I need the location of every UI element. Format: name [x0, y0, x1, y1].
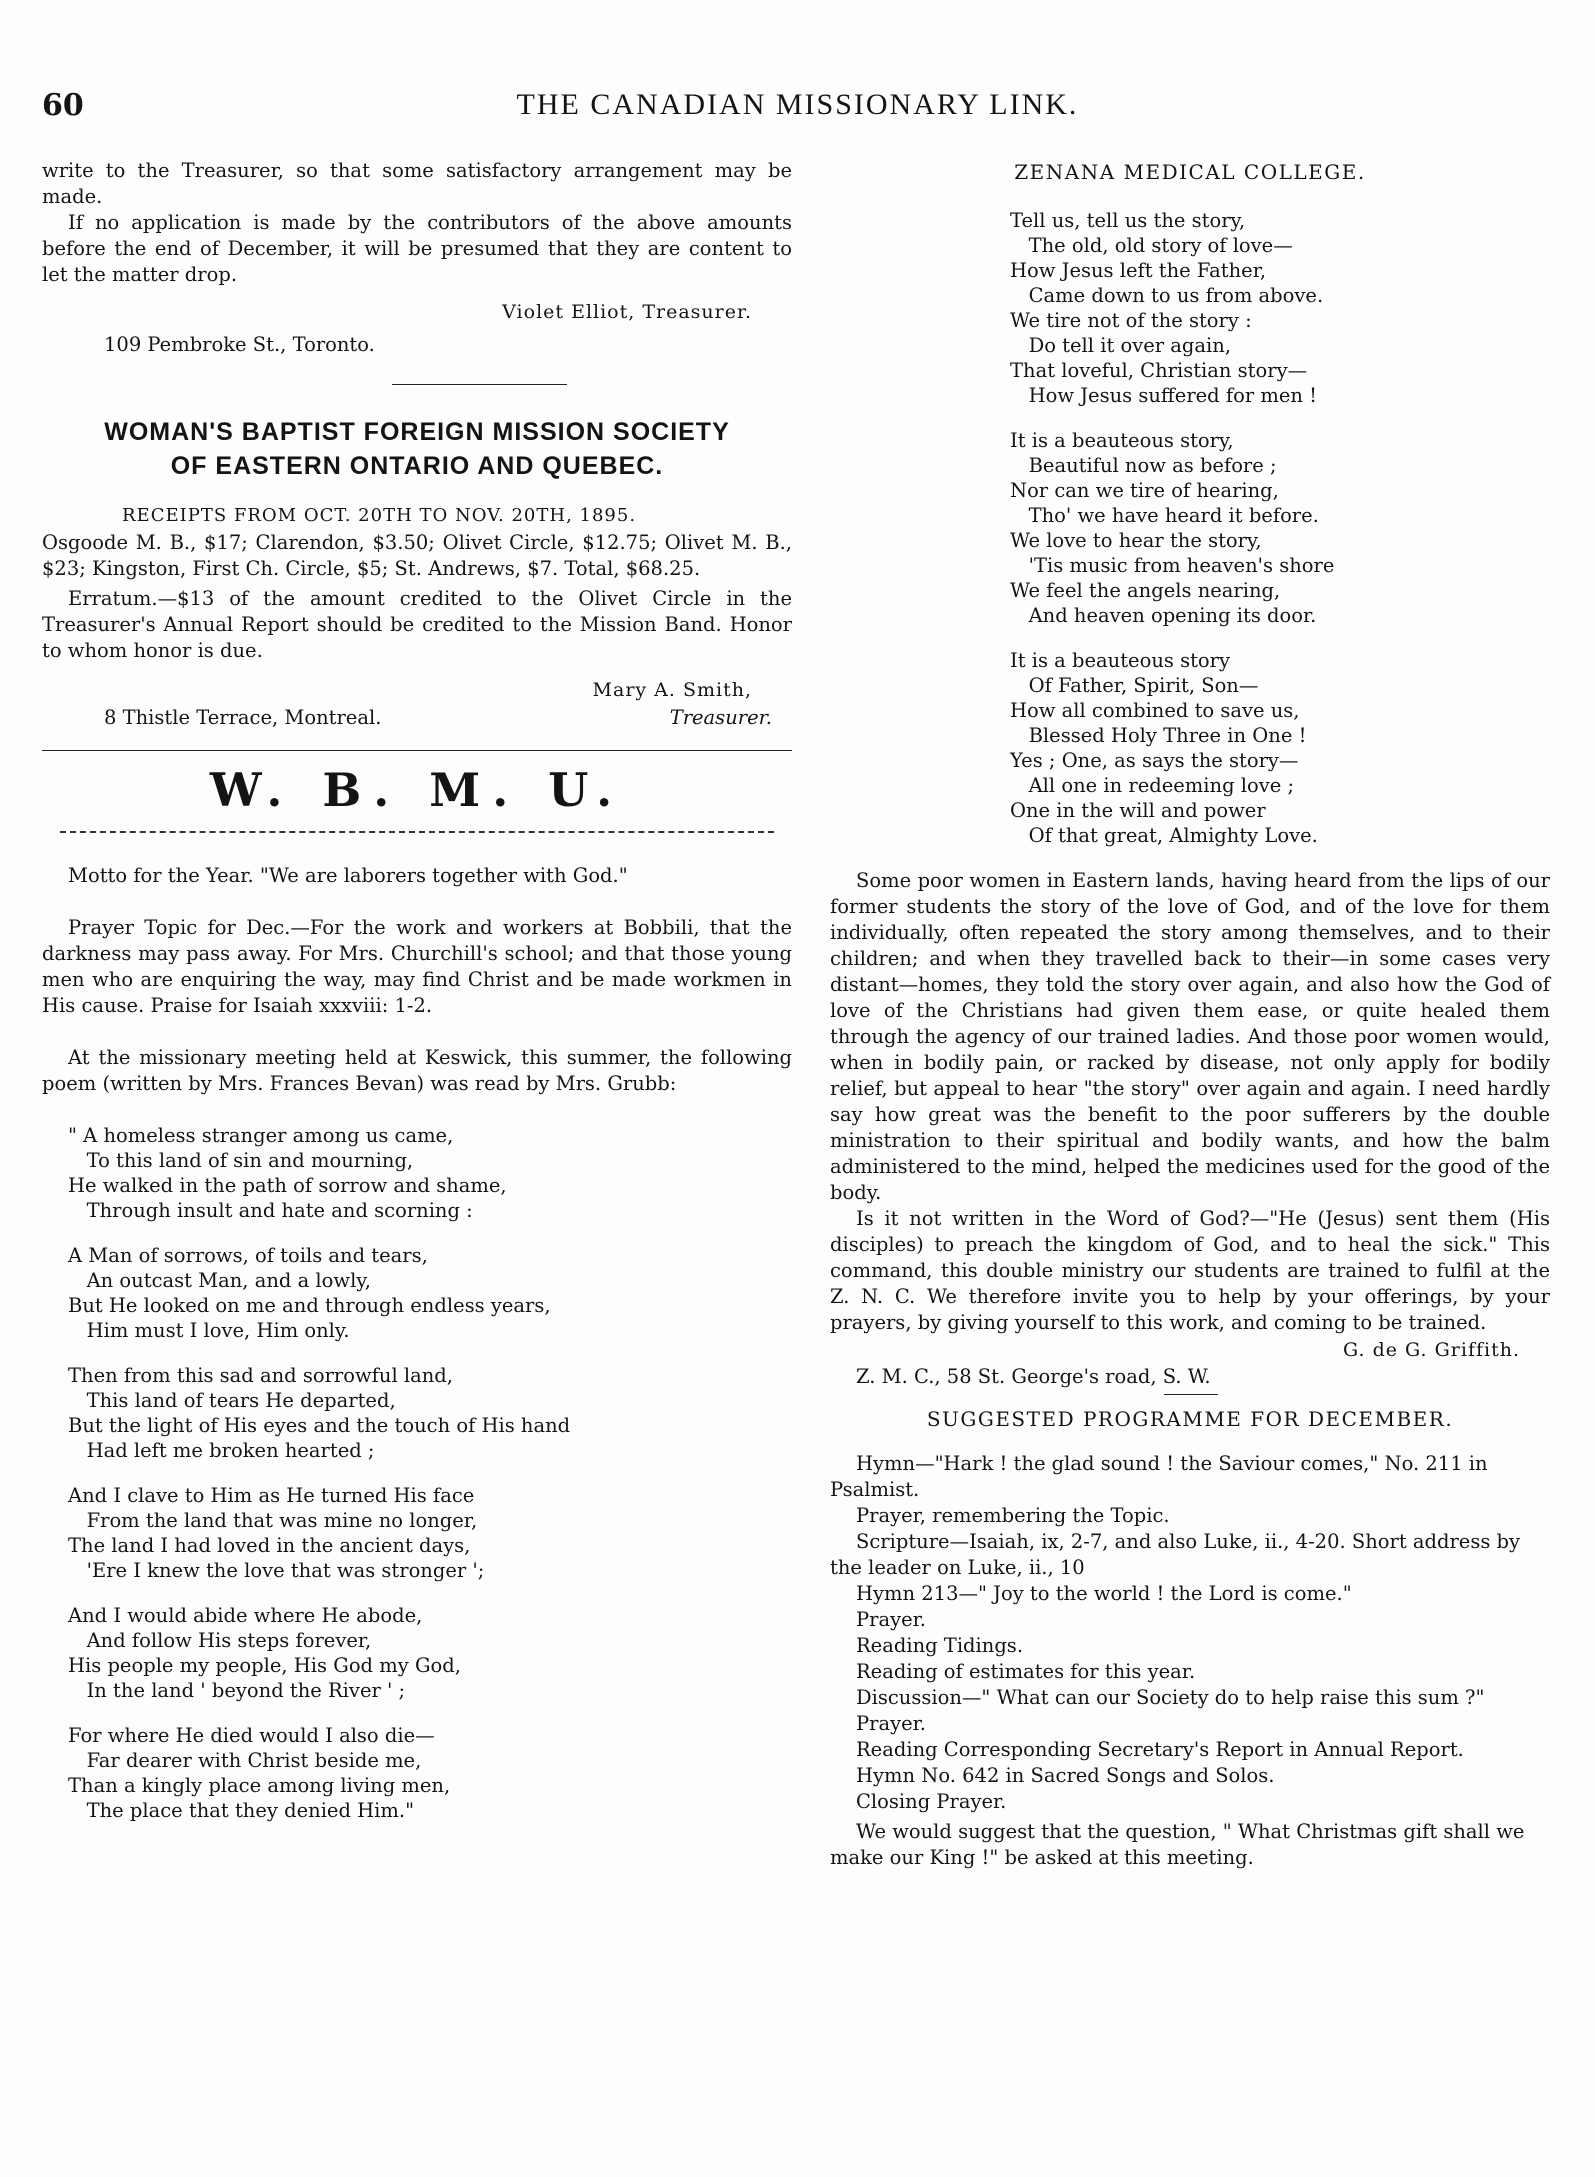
programme-heading: SUGGESTED PROGRAMME FOR DECEMBER. — [926, 1407, 1454, 1431]
poem-line: We feel the angels nearing, — [1010, 579, 1281, 602]
poem-stanza — [68, 1243, 792, 1343]
poem-line: Had left me broken hearted ; — [68, 1439, 375, 1462]
poem-line: And I clave to Him as He turned His face — [68, 1484, 475, 1507]
poem-stanza — [1010, 208, 1550, 408]
treasurer-paragraph-2: If no application is made by the contributors of the above amounts before the end of December, it will be presumed that they are content to let the matter drop. — [42, 211, 792, 286]
programme-item: Scripture—Isaiah, ix, 2-7, and also Luke, ii., 4-20. Short address by the leader on Luke, ii., 10 — [830, 1530, 1521, 1579]
treasurer-paragraph-1: write to the Treasurer, so that some satisfactory arrangement may be made. — [42, 159, 792, 208]
poem-line: Beautiful now as before ; — [1010, 454, 1277, 477]
poem-stanza — [68, 1723, 792, 1823]
poem-line: It is a beauteous story, — [1010, 429, 1234, 452]
poem-line: Tho' we have heard it before. — [1010, 504, 1319, 527]
poem-line: All one in redeeming love ; — [1010, 774, 1295, 797]
short-divider — [1164, 1394, 1218, 1395]
poem-line: 'Ere I knew the love that was stronger '; — [68, 1559, 485, 1582]
wbmu-heading: W. B. M. U. — [209, 763, 625, 817]
programme-item: Prayer. — [856, 1712, 927, 1735]
poem-line: How all combined to save us, — [1010, 699, 1300, 722]
poem-line: He walked in the path of sorrow and shame, — [68, 1174, 507, 1197]
poem-line: An outcast Man, and a lowly, — [68, 1269, 371, 1292]
poem-line: One in the will and power — [1010, 799, 1266, 822]
poem-line: That loveful, Christian story— — [1010, 359, 1308, 382]
poem-stanza — [68, 1123, 792, 1223]
poem-line: Nor can we tire of hearing, — [1010, 479, 1279, 502]
poem-line: Far dearer with Christ beside me, — [68, 1749, 422, 1772]
society-role: Treasurer. — [669, 706, 772, 729]
poem-line: Than a kingly place among living men, — [68, 1774, 451, 1797]
poem-line: " A homeless stranger among us came, — [68, 1124, 454, 1147]
poem-line: The place that they denied Him." — [68, 1799, 415, 1822]
motto: Motto for the Year. "We are laborers together with God." — [68, 864, 628, 887]
prayer-topic: Prayer Topic for Dec.—For the work and workers at Bobbili, that the darkness may pass away. For Mrs. Churchill's school; and that those young men who are enquiring the way, may find Christ and be made workmen in His cause. Praise for Isaiah xxxviii: 1-2. — [42, 916, 792, 1017]
poem-line: Do tell it over again, — [1010, 334, 1232, 357]
society-address: 8 Thistle Terrace, Montreal. — [104, 706, 382, 729]
erratum-paragraph: Erratum.—$13 of the amount credited to the Olivet Circle in the Treasurer's Annual Report should be credited to the Mission Band. Honor to whom honor is due. — [42, 587, 792, 662]
poem-line: But He looked on me and through endless years, — [68, 1294, 551, 1317]
short-divider — [392, 384, 567, 385]
society-address-row — [104, 704, 772, 732]
treasurer-address: 109 Pembroke St., Toronto. — [104, 333, 375, 356]
poem-line: His people my people, His God my God, — [68, 1654, 461, 1677]
poem-line: 'Tis music from heaven's shore — [1010, 554, 1335, 577]
poem-stanza — [68, 1603, 792, 1703]
zenana-heading: ZENANA MEDICAL COLLEGE. — [1014, 160, 1366, 184]
zenana-address: Z. M. C., 58 St. George's road, S. W. — [856, 1365, 1211, 1388]
programme-closing-note: We would suggest that the question, " What Christmas gift shall we make our King !" be asked at this meeting. — [830, 1820, 1525, 1869]
programme-item: Reading of estimates for this year. — [856, 1660, 1196, 1683]
poem-line: From the land that was mine no longer, — [68, 1509, 478, 1532]
poem-line: And I would abide where He abode, — [68, 1604, 423, 1627]
programme-item: Closing Prayer. — [856, 1790, 1007, 1813]
homeless-stranger-poem — [68, 1123, 792, 1823]
programme-item: Hymn No. 642 in Sacred Songs and Solos. — [856, 1764, 1275, 1787]
journal-title: THE CANADIAN MISSIONARY LINK. — [516, 88, 1079, 121]
zenana-paragraph-2: Is it not written in the Word of God?—"He (Jesus) sent them (His disciples) to preach the kingdom of God, and to heal the sick." This command, this double ministry our students are trained to fulfil at the Z. N. C. We therefore invite you to help by your offerings, by your prayers, by giving yourself to this work, and coming to be trained. — [830, 1207, 1550, 1334]
poem-intro: At the missionary meeting held at Keswick, this summer, the following poem (written by Mrs. Frances Bevan) was read by Mrs. Grubb: — [42, 1046, 792, 1095]
poem-line: And follow His steps forever, — [68, 1629, 372, 1652]
programme-list — [830, 1451, 1550, 1871]
society-signature: Mary A. Smith, — [592, 679, 752, 701]
poem-line: A Man of sorrows, of toils and tears, — [68, 1244, 428, 1267]
programme-item: Prayer, remembering the Topic. — [856, 1504, 1170, 1527]
section-divider — [42, 750, 792, 751]
programme-item: Reading Corresponding Secretary's Report in Annual Report. — [856, 1738, 1464, 1761]
society-title-line-1: WOMAN'S BAPTIST FOREIGN MISSION SOCIETY — [104, 418, 730, 446]
programme-item: Hymn 213—" Joy to the world ! the Lord is come." — [856, 1582, 1352, 1605]
poem-line: For where He died would I also die— — [68, 1724, 435, 1747]
poem-line: Tell us, tell us the story, — [1010, 209, 1246, 232]
poem-line: The old, old story of love— — [1010, 234, 1293, 257]
poem-line: To this land of sin and mourning, — [68, 1149, 414, 1172]
poem-line: It is a beauteous story — [1010, 649, 1231, 672]
poem-line: Through insult and hate and scorning : — [68, 1199, 473, 1222]
poem-stanza — [68, 1363, 792, 1463]
poem-stanza — [68, 1483, 792, 1583]
poem-line: In the land ' beyond the River ' ; — [68, 1679, 406, 1702]
right-column — [830, 158, 1550, 1871]
poem-stanza — [1010, 428, 1550, 628]
page-number: 60 — [42, 88, 84, 123]
dashed-divider — [60, 831, 774, 833]
poem-line: But the light of His eyes and the touch of His hand — [68, 1414, 571, 1437]
tell-us-poem — [1010, 208, 1550, 848]
poem-line: Him must I love, Him only. — [68, 1319, 350, 1342]
poem-line: Blessed Holy Three in One ! — [1010, 724, 1307, 747]
programme-item: Hymn—"Hark ! the glad sound ! the Saviour comes," No. 211 in Psalmist. — [830, 1452, 1488, 1501]
poem-line: Yes ; One, as says the story— — [1010, 749, 1299, 772]
receipts-list: Osgoode M. B., $17; Clarendon, $3.50; Olivet Circle, $12.75; Olivet M. B., $23; Kingston, First Ch. Circle, $5; St. Andrews, $7. Total, $68.25. — [42, 531, 792, 580]
programme-item: Discussion—" What can our Society do to help raise this sum ?" — [856, 1686, 1485, 1709]
society-title-line-2: OF EASTERN ONTARIO AND QUEBEC. — [170, 452, 664, 480]
poem-line: Of that great, Almighty Love. — [1010, 824, 1318, 847]
receipts-heading: RECEIPTS FROM OCT. 20TH TO NOV. 20TH, 1895. — [122, 505, 637, 526]
poem-stanza — [1010, 648, 1550, 848]
poem-line: This land of tears He departed, — [68, 1389, 396, 1412]
poem-line: We love to hear the story, — [1010, 529, 1262, 552]
page-header — [0, 88, 1595, 128]
poem-line: Then from this sad and sorrowful land, — [68, 1364, 453, 1387]
zenana-signature: G. de G. Griffith. — [1343, 1339, 1520, 1361]
poem-line: We tire not of the story : — [1010, 309, 1252, 332]
programme-item: Prayer. — [856, 1608, 927, 1631]
poem-line: Came down to us from above. — [1010, 284, 1324, 307]
treasurer-signature: Violet Elliot, Treasurer. — [502, 301, 752, 323]
poem-line: Of Father, Spirit, Son— — [1010, 674, 1259, 697]
poem-line: And heaven opening its door. — [1010, 604, 1317, 627]
zenana-paragraph-1: Some poor women in Eastern lands, having heard from the lips of our former students the story of the love of God, and of the love for them individually, often repeated the story among themselves, and to their children; and when they travelled back to their—in some cases very distant—homes, they told the story over again, and also how the God of love of the Christians had given them ease, or quite healed them through the agency of our trained ladies. And those poor women would, when in bodily pain, or racked by disease, not only apply for bodily relief, but appeal to hear "the story" over again and again. I need hardly say how great was the benefit to the poor sufferers by the double ministration to their spiritual and bodily wants, and how the balm administered to the mind, helped the medicines used for the good of the body. — [830, 869, 1550, 1204]
poem-line: How Jesus suffered for men ! — [1010, 384, 1317, 407]
left-column — [42, 158, 792, 1843]
society-heading — [42, 415, 792, 483]
poem-line: The land I had loved in the ancient days, — [68, 1534, 471, 1557]
programme-item: Reading Tidings. — [856, 1634, 1024, 1657]
poem-line: How Jesus left the Father, — [1010, 259, 1267, 282]
